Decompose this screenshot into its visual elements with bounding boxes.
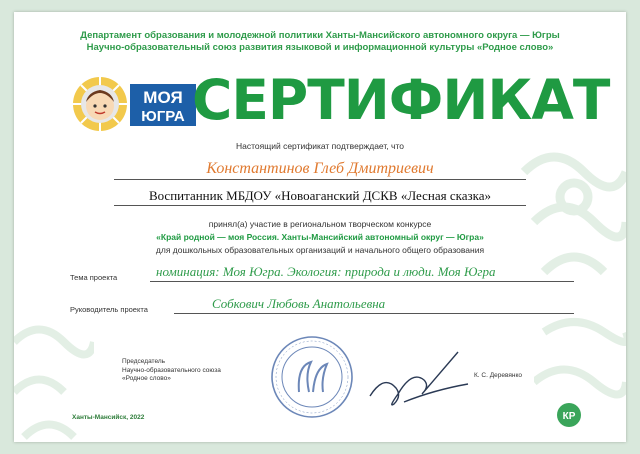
ornament-top-right [514,132,626,292]
supervisor-value: Собкович Любовь Анатольевна [212,296,386,311]
footer-logo-text: КР [562,411,576,422]
recipient-name: Константинов Глеб Дмитриевич [206,160,434,177]
header-union: Научно-образовательный союз развития языковой и информационной культуры «Родное слово» [86,42,554,53]
rodnoe-slovo-logo [556,402,582,428]
ornament-bottom-left [14,312,94,442]
chair-line-2: Научно-образовательного союза [122,366,221,374]
chair-line-1: Председатель [122,358,166,365]
recipient-role: Воспитанник МБДОУ «Новоаганский ДСКВ «Лесная сказка» [148,188,492,203]
sun-icon [73,77,127,131]
topic-label: Тема проекта [70,273,118,282]
seal-stamp [269,334,355,420]
confirm-text: Настоящий сертификат подтверждает, что [235,141,404,151]
recipient-name-rule [114,179,526,180]
recipient-role-rule [114,205,526,206]
supervisor-label: Руководитель проекта [70,305,148,314]
signer-name: К. С. Деревянко [474,372,522,379]
chair-line-3: «Родное слово» [122,375,171,382]
chair-caption [122,358,221,384]
certificate-title: СЕРТИФИКАТ [192,68,610,132]
participation-text: принял(а) участие в региональном творческом конкурсе [208,219,432,229]
handwritten-signature [364,344,474,414]
topic-rule [150,281,574,282]
header-department: Департамент образования и молодежной политики Ханты-Мансийского автономного округа — Югры [80,30,560,41]
supervisor-rule [174,313,574,314]
logo-word-2: ЮГРА [141,108,185,125]
logo-word-1: МОЯ [143,88,183,107]
contest-audience: для дошкольных образовательных организаций и начального общего образования [155,245,485,255]
topic-value: номинация: Моя Югра. Экология: природа и люди. Моя Югра [156,264,496,279]
city-year: Ханты-Мансийск, 2022 [72,414,145,421]
moya-yugra-logo [72,74,198,134]
contest-title: «Край родной — моя Россия. Ханты-Мансийский автономный округ — Югра» [156,232,484,242]
certificate [14,12,626,442]
